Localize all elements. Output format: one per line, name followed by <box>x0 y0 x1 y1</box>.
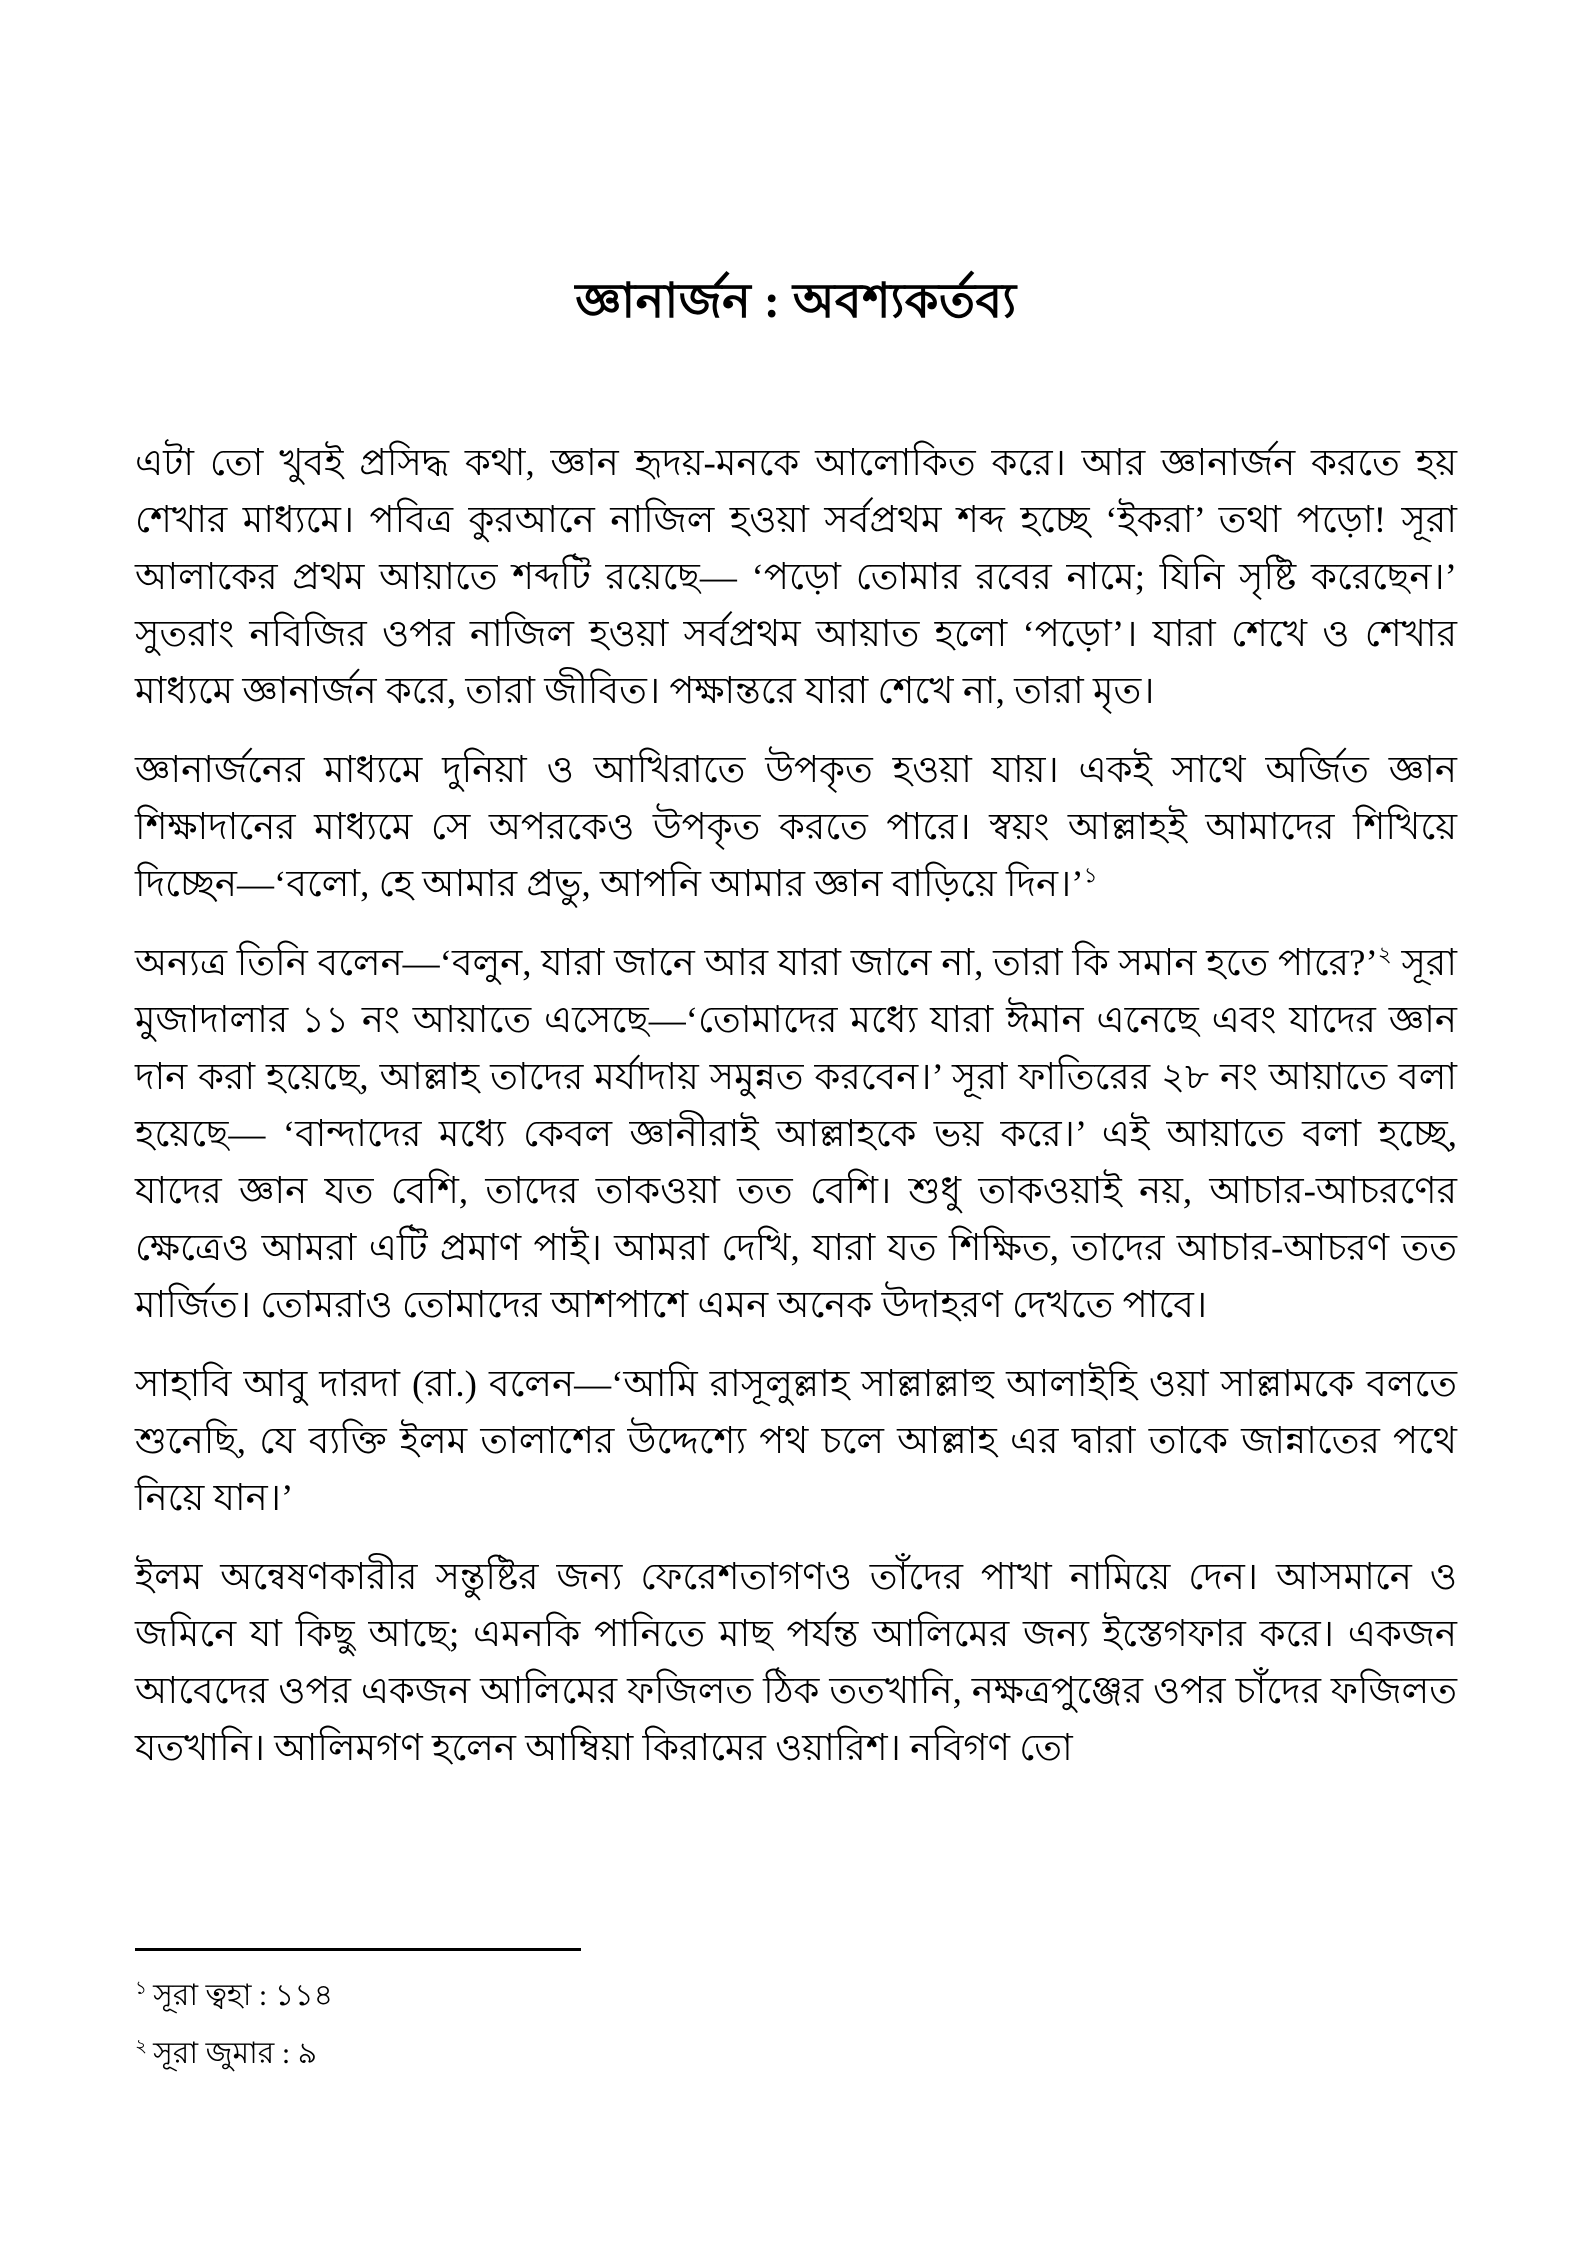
body-paragraph: জ্ঞানার্জনের মাধ্যমে দুনিয়া ও আখিরাতে উপকৃত হওয়া যায়। একই সাথে অর্জিত জ্ঞান শিক্ষাদানের মাধ্যমে সে অপরকেও উপকৃত করতে পারে। স্বয়ং আল্লাহই আমাদের শিখিয়ে দিচ্ছেন—‘বলো, হে আমার প্রভু, আপনি আমার জ্ঞান বাড়িয়ে দিন।’$^১$ <box>135 750 1457 906</box>
footnote-marker: ২ <box>135 2036 148 2057</box>
body-paragraph: এটা তো খুবই প্রসিদ্ধ কথা, জ্ঞান হৃদয়-মনকে আলোকিত করে। আর জ্ঞানার্জন করতে হয় শেখার মাধ্যমে। পবিত্র কুরআনে নাজিল হওয়া সর্বপ্রথম শব্দ হচ্ছে ‘ইকরা’ তথা পড়ো! সূরা আলাকের প্রথম আয়াতে শব্দটি রয়েছে— ‘পড়ো তোমার রবের নামে; যিনি সৃষ্টি করেছেন।’ সুতরাং নবিজির ওপর নাজিল হওয়া সর্বপ্রথম আয়াত হলো ‘পড়ো’। যারা শেখে ও শেখার মাধ্যমে জ্ঞানার্জন করে, তারা জীবিত। পক্ষান্তরে যারা শেখে না, তারা মৃত। <box>135 443 1457 713</box>
footnote-reference: ২ <box>1377 942 1392 967</box>
page-content <box>135 268 1457 1777</box>
body-paragraph: ইলম অন্বেষণকারীর সন্তুষ্টির জন্য ফেরেশতাগণও তাঁদের পাখা নামিয়ে দেন। আসমানে ও জমিনে যা কিছু আছে; এমনকি পানিতে মাছ পর্যন্ত আলিমের জন্য ইস্তেগফার করে। একজন আবেদের ওপর একজন আলিমের ফজিলত ঠিক ততখানি, নক্ষত্রপুঞ্জের ওপর চাঁদের ফজিলত যতখানি। আলিমগণ হলেন আম্বিয়া কিরামের ওয়ারিশ। নবিগণ তো <box>135 1557 1457 1770</box>
footnote-marker: ১ <box>135 1978 148 1999</box>
footnotes-section <box>135 1948 1457 2083</box>
page-title: জ্ঞানার্জন : অবশ্যকর্তব্য <box>575 275 1017 328</box>
footnote-text: সূরা ত্বহা : ১১৪ <box>153 1979 334 2012</box>
footnotes-list <box>135 1967 1457 2083</box>
body-text <box>135 435 1457 1777</box>
footnote-separator <box>135 1948 581 1951</box>
footnote-reference: ১ <box>1083 863 1098 888</box>
footnote <box>135 2025 1457 2083</box>
body-paragraph: সাহাবি আবু দারদা (রা.) বলেন—‘আমি রাসূলুল্লাহ সাল্লাল্লাহু আলাইহি ওয়া সাল্লামকে বলতে শুনেছি, যে ব্যক্তি ইলম তালাশের উদ্দেশ্যে পথ চলে আল্লাহ এর দ্বারা তাকে জান্নাতের পথে নিয়ে যান।’ <box>135 1364 1457 1520</box>
footnote <box>135 1967 1457 2025</box>
footnote-text: সূরা জুমার : ৯ <box>153 2037 318 2070</box>
body-paragraph: অন্যত্র তিনি বলেন—‘বলুন, যারা জানে আর যারা জানে না, তারা কি সমান হতে পারে?’$^২$ সূরা মুজাদালার ১১ নং আয়াতে এসেছে—‘তোমাদের মধ্যে যারা ঈমান এনেছে এবং যাদের জ্ঞান দান করা হয়েছে, আল্লাহ তাদের মর্যাদায় সমুন্নত করবেন।’ সূরা ফাতিরের ২৮ নং আয়াতে বলা হয়েছে— ‘বান্দাদের মধ্যে কেবল জ্ঞানীরাই আল্লাহকে ভয় করে।’ এই আয়াতে বলা হচ্ছে, যাদের জ্ঞান যত বেশি, তাদের তাকওয়া তত বেশি। শুধু তাকওয়াই নয়, আচার-আচরণের ক্ষেত্রেও আমরা এটি প্রমাণ পাই। আমরা দেখি, যারা যত শিক্ষিত, তাদের আচার-আচরণ তত মার্জিত। তোমরাও তোমাদের আশপাশে এমন অনেক উদাহরণ দেখতে পাবে। <box>135 942 1457 1327</box>
